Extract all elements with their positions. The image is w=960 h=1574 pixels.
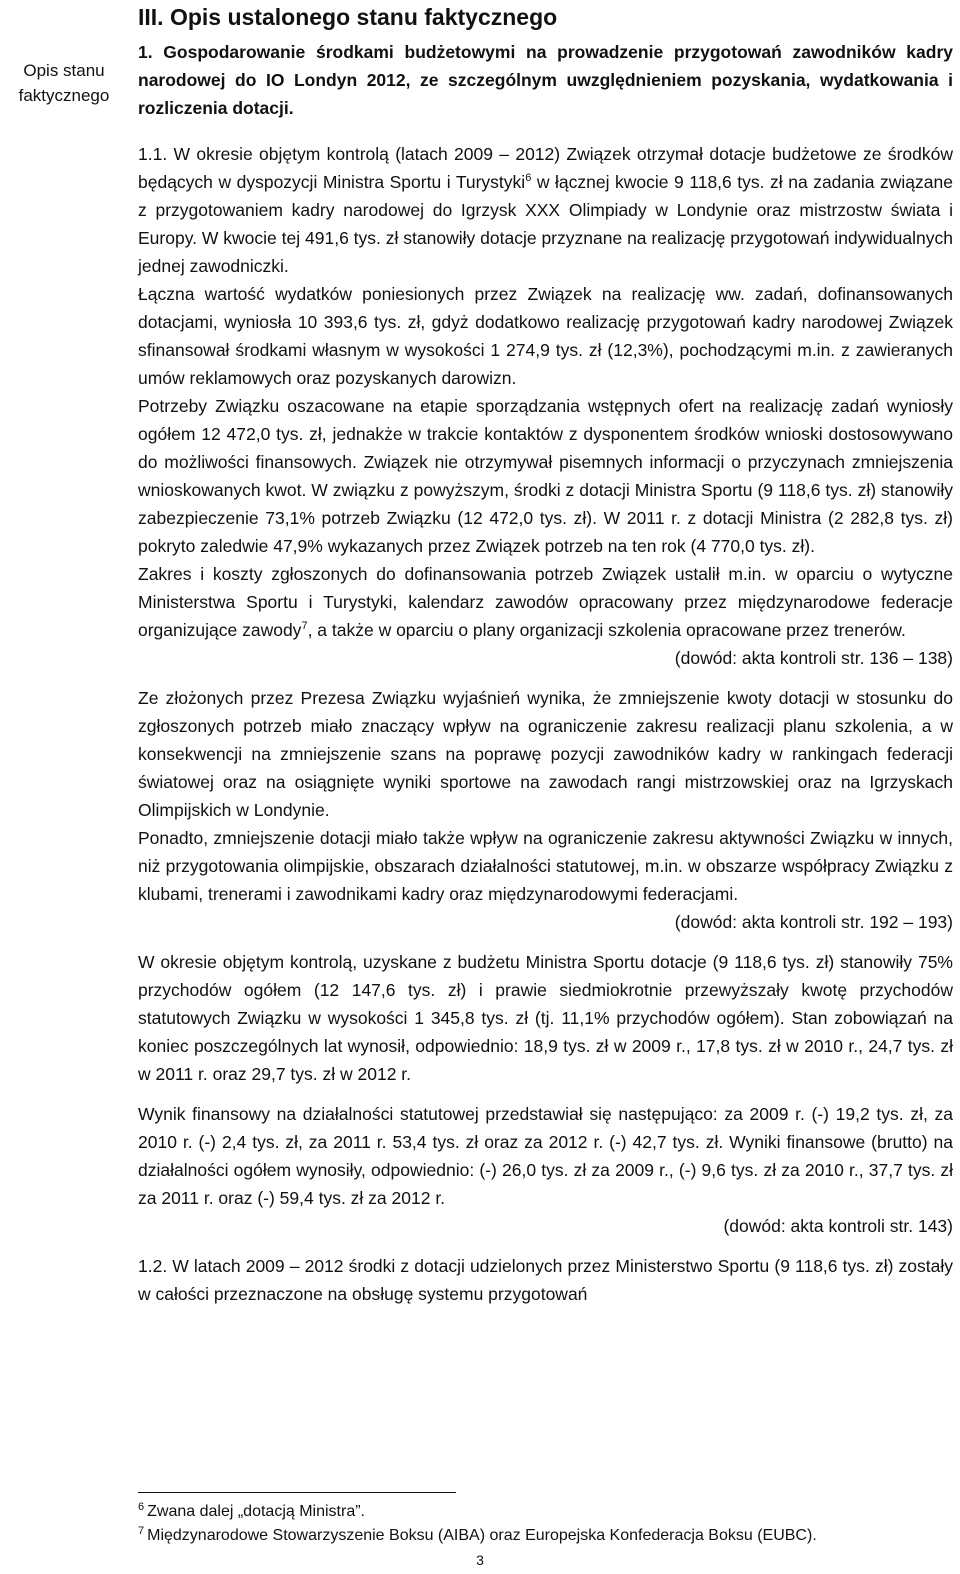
footnotes xyxy=(138,1500,953,1548)
evidence-reference-2: (dowód: akta kontroli str. 192 – 193) xyxy=(674,912,953,932)
paragraph-1-2: 1.2. W latach 2009 – 2012 środki z dotacji udzielonych przez Ministerstwo Sportu (9 118,6 tys. zł) zostały w całości przeznaczone na obsługę systemu przygotowań xyxy=(138,1256,953,1304)
section-title: III. Opis ustalonego stanu faktycznego xyxy=(138,4,558,30)
paragraph-financial-result: Wynik finansowy na działalności statutowej przedstawiał się następująco: za 2009 r. (-) 19,2 tys. zł, za 2010 r. (-) 2,4 tys. zł, za 2011 r. 53,4 tys. zł oraz za 2012 r. (-) 42,7 tys. zł. Wyniki finansowe (brutto) na działalności ogółem wynosiły, odpowiednio: (-) 26,0 tys. zł za 2009 r., (-) 9,6 tys. zł za 2010 r., 37,7 tys. zł za 2011 r. oraz (-) 59,4 tys. zł za 2012 r. xyxy=(138,1104,953,1208)
paragraph-1-1-part-a: 1.1. W okresie objętym kontrolą (latach 2009 – 2012) Związek otrzymał dotacje budżetowe ze środków będących w dyspozycji Ministra Sportu i Turystyki xyxy=(138,144,953,192)
subsection-title: 1. Gospodarowanie środkami budżetowymi na prowadzenie przygotowań zawodników kadry narodowej do IO Londyn 2012, ze szczególnym uwzględnieniem pozyskania, wydatkowania i rozliczenia dotacji. xyxy=(138,42,953,118)
footnote-6 xyxy=(138,1500,953,1524)
footnote-7-text: Międzynarodowe Stowarzyszenie Boksu (AIBA) oraz Europejska Konfederacja Boksu (EUBC). xyxy=(147,1527,817,1544)
page-number: 3 xyxy=(476,1552,484,1568)
paragraph-scope-part-a: Zakres i koszty zgłoszonych do dofinansowania potrzeb Związek ustalił m.in. w oparciu o wytyczne Ministerstwa Sportu i Turystyki, kalendarz zawodów opracowany przez międzynarodowe federacje organizujące zawody xyxy=(138,564,953,640)
paragraph-revenues: W okresie objętym kontrolą, uzyskane z budżetu Ministra Sportu dotacje (9 118,6 tys. zł) stanowiły 75% przychodów ogółem (12 147,6 tys. zł) i prawie siedmiokrotnie przewyższały kwotę przychodów statutowych Związku w wysokości 1 345,8 tys. zł (tj. 11,1% przychodów ogółem). Stan zobowiązań na koniec poszczególnych lat wynosił, odpowiednio: 18,9 tys. zł w 2009 r., 17,8 tys. zł w 2010 r., 24,7 tys. zł w 2011 r. oraz 29,7 tys. zł w 2012 r. xyxy=(138,952,953,1084)
paragraph-needs: Potrzeby Związku oszacowane na etapie sporządzania wstępnych ofert na realizację zadań wyniosły ogółem 12 472,0 tys. zł, jednakże w trakcie kontaktów z dysponentem środków wnioski dostosowywano do możliwości finansowych. Związek nie otrzymywał pisemnych informacji o przyczynach zmniejszenia wnioskowanych kwot. W związku z powyższym, środki z dotacji Ministra Sportu (9 118,6 tys. zł) stanowiły zabezpieczenie 73,1% potrzeb Związku (12 472,0 tys. zł). W 2011 r. z dotacji Ministra (2 282,8 tys. zł) pokryto zaledwie 47,9% wykazanych przez Związek potrzeb na ten rok (4 770,0 tys. zł). xyxy=(138,396,953,556)
paragraph-scope-part-b: , a także w oparciu o plany organizacji szkolenia opracowane przez trenerów. xyxy=(307,620,906,640)
margin-note-line1: Opis stanu xyxy=(23,61,105,80)
footnote-7 xyxy=(138,1524,953,1548)
evidence-reference-3: (dowód: akta kontroli str. 143) xyxy=(723,1216,953,1236)
footnote-7-number: 7 xyxy=(138,1524,145,1537)
footnote-ref-7[interactable]: 7 xyxy=(301,620,308,633)
paragraph-expenses: Łączna wartość wydatków poniesionych przez Związek na realizację ww. zadań, dofinansowanych dotacjami, wyniosła 10 393,6 tys. zł, gdyż dodatkowo realizację przygotowań kadry narodowej Związek sfinansował środkami własnym w wysokości 1 274,9 tys. zł (12,3%), pochodzącymi m.in. z zawieranych umów reklamowych oraz pozyskanych darowizn. xyxy=(138,284,953,388)
paragraph-1-1-part-b: w łącznej kwocie 9 118,6 tys. zł na zadania związane z przygotowaniem kadry narodowej do Igrzysk XXX Olimpiady w Londynie oraz mistrzostw świata i Europy. W kwocie tej 491,6 tys. zł stanowiły dotacje przyznane na realizację przygotowań indywidualnych jednej zawodniczki. xyxy=(138,172,953,276)
paragraph-scope xyxy=(138,560,953,644)
paragraph-1-1 xyxy=(138,140,953,280)
evidence-reference-1: (dowód: akta kontroli str. 136 – 138) xyxy=(674,648,953,668)
footnote-ref-6[interactable]: 6 xyxy=(525,172,532,185)
footnote-6-number: 6 xyxy=(138,1500,145,1513)
margin-note-line2: faktycznego xyxy=(18,86,110,105)
margin-note xyxy=(0,58,128,108)
document-body xyxy=(138,0,953,1308)
footnote-separator xyxy=(138,1492,456,1493)
paragraph-impact: Ponadto, zmniejszenie dotacji miało także wpływ na ograniczenie zakresu aktywności Związku w innych, niż przygotowania olimpijskie, obszarach działalności statutowej, m.in. w obszarze współpracy Związku z klubami, trenerami i zawodnikami kadry oraz międzynarodowymi federacjami. xyxy=(138,828,953,904)
footnote-6-text: Zwana dalej „dotacją Ministra”. xyxy=(147,1503,365,1520)
paragraph-explanations: Ze złożonych przez Prezesa Związku wyjaśnień wynika, że zmniejszenie kwoty dotacji w stosunku do zgłoszonych potrzeb miało znaczący wpływ na ograniczenie zakresu realizacji planu szkolenia, a w konsekwencji na zmniejszenie szans na poprawę pozycji zawodników kadry w rankingach federacji światowej oraz na osiągnięte wyniki sportowe na zawodach rangi mistrzowskiej oraz na Igrzyskach Olimpijskich w Londynie. xyxy=(138,688,953,820)
